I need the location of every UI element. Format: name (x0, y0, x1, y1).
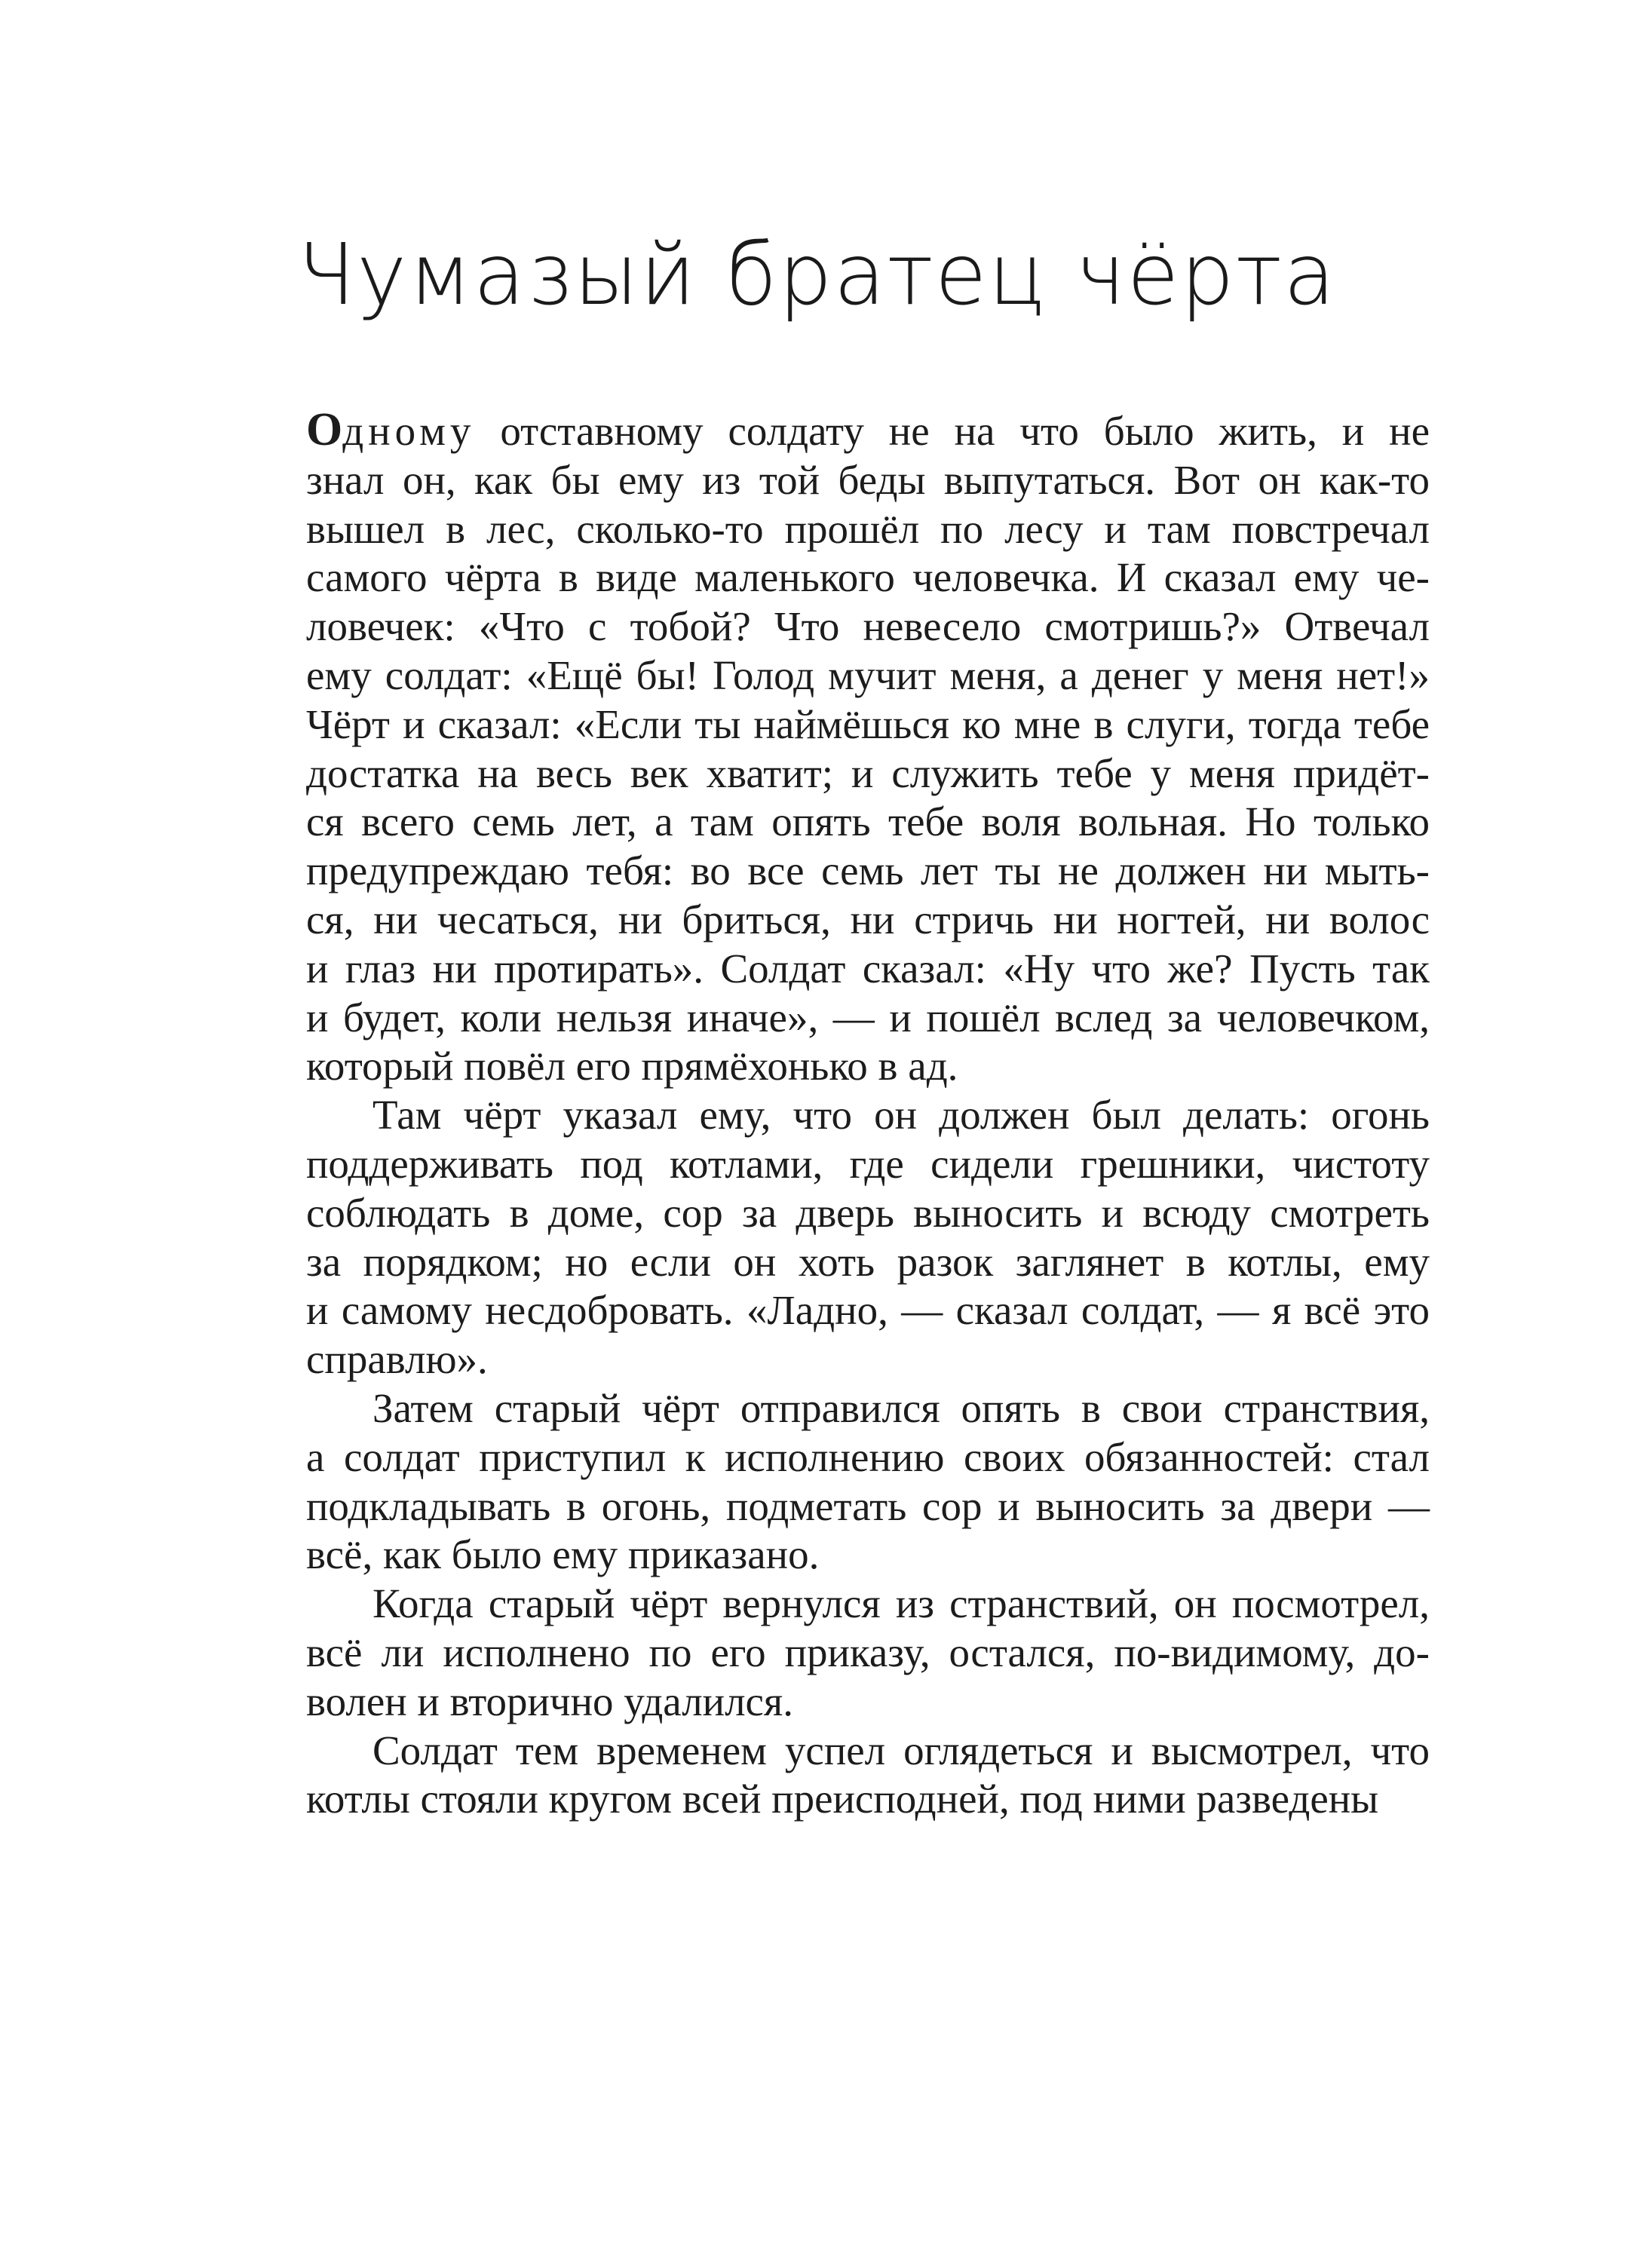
text-line: всё ли исполнено по его приказу, остался, по-видимому, до- (306, 1629, 1430, 1675)
text-line: достатка на весь век хватит; и служить тебе у меня придёт- (306, 749, 1430, 796)
text-line: ловечек: «Что с тобой? Что невесело смотришь?» Отвечал (306, 603, 1430, 650)
text-line: и глаз ни протирать». Солдат сказал: «Ну что же? Пусть так (306, 945, 1430, 991)
text-line: самого чёрта в виде маленького человечка. И сказал ему че- (306, 554, 1430, 601)
text-line: поддерживать под котлами, где сидели грешники, чистоту (306, 1140, 1430, 1187)
text-line: Чёрт и сказал: «Если ты наймёшься ко мне в слуги, тогда тебе (306, 700, 1430, 747)
first-word-rest: дному (342, 408, 476, 454)
text-line: ему солдат: «Ещё бы! Голод мучит меня, а денег у меня нет!» (306, 651, 1430, 698)
text-line: вышел в лес, сколько-то прошёл по лесу и там повстречал (306, 505, 1430, 552)
text-line: за порядком; но если он хоть разок заглянет в котлы, ему (306, 1238, 1430, 1285)
line-text: отставному солдату не на что было жить, и не (475, 408, 1430, 454)
text-line: справлю». (306, 1336, 488, 1383)
text-line: ся всего семь лет, а там опять тебе воля вольная. Но только (306, 798, 1430, 845)
text-line: а солдат приступил к исполнению своих обязанностей: стал (306, 1433, 1430, 1480)
text-line: Солдат тем временем успел оглядеться и высмотрел, что (372, 1727, 1430, 1773)
drop-cap-letter: О (306, 404, 343, 455)
text-line: подкладывать в огонь, подметать сор и выносить за двери — (306, 1482, 1430, 1529)
body-text (306, 406, 1430, 1824)
text-line: ся, ни чесаться, ни бриться, ни стричь ни ногтей, ни волос (306, 896, 1430, 942)
text-line: и самому несдобровать. «Ладно, — сказал солдат, — я всё это (306, 1287, 1430, 1334)
chapter-title: Чумазый братец чёрта (297, 226, 1337, 324)
text-line: и будет, коли нельзя иначе», — и пошёл вслед за человечком, (306, 994, 1430, 1041)
text-line: котлы стояли кругом всей преисподней, под ними разведены (306, 1776, 1379, 1822)
text-line: который повёл его прямёхонько в ад. (306, 1043, 958, 1090)
text-line (306, 406, 1430, 456)
text-line: Там чёрт указал ему, что он должен был делать: огонь (372, 1092, 1430, 1139)
text-line: соблюдать в доме, сор за дверь выносить и всюду смотреть (306, 1189, 1430, 1236)
text-line: волен и вторично удалился. (306, 1678, 793, 1724)
text-line: Затем старый чёрт отправился опять в свои странствия, (372, 1384, 1430, 1431)
text-line: всё, как было ему приказано. (306, 1531, 820, 1578)
text-line: знал он, как бы ему из той беды выпутаться. Вот он как-то (306, 456, 1430, 503)
text-line: Когда старый чёрт вернулся из странствий, он посмотрел, (372, 1580, 1430, 1627)
text-line: предупреждаю тебя: во все семь лет ты не должен ни мыть- (306, 847, 1430, 894)
